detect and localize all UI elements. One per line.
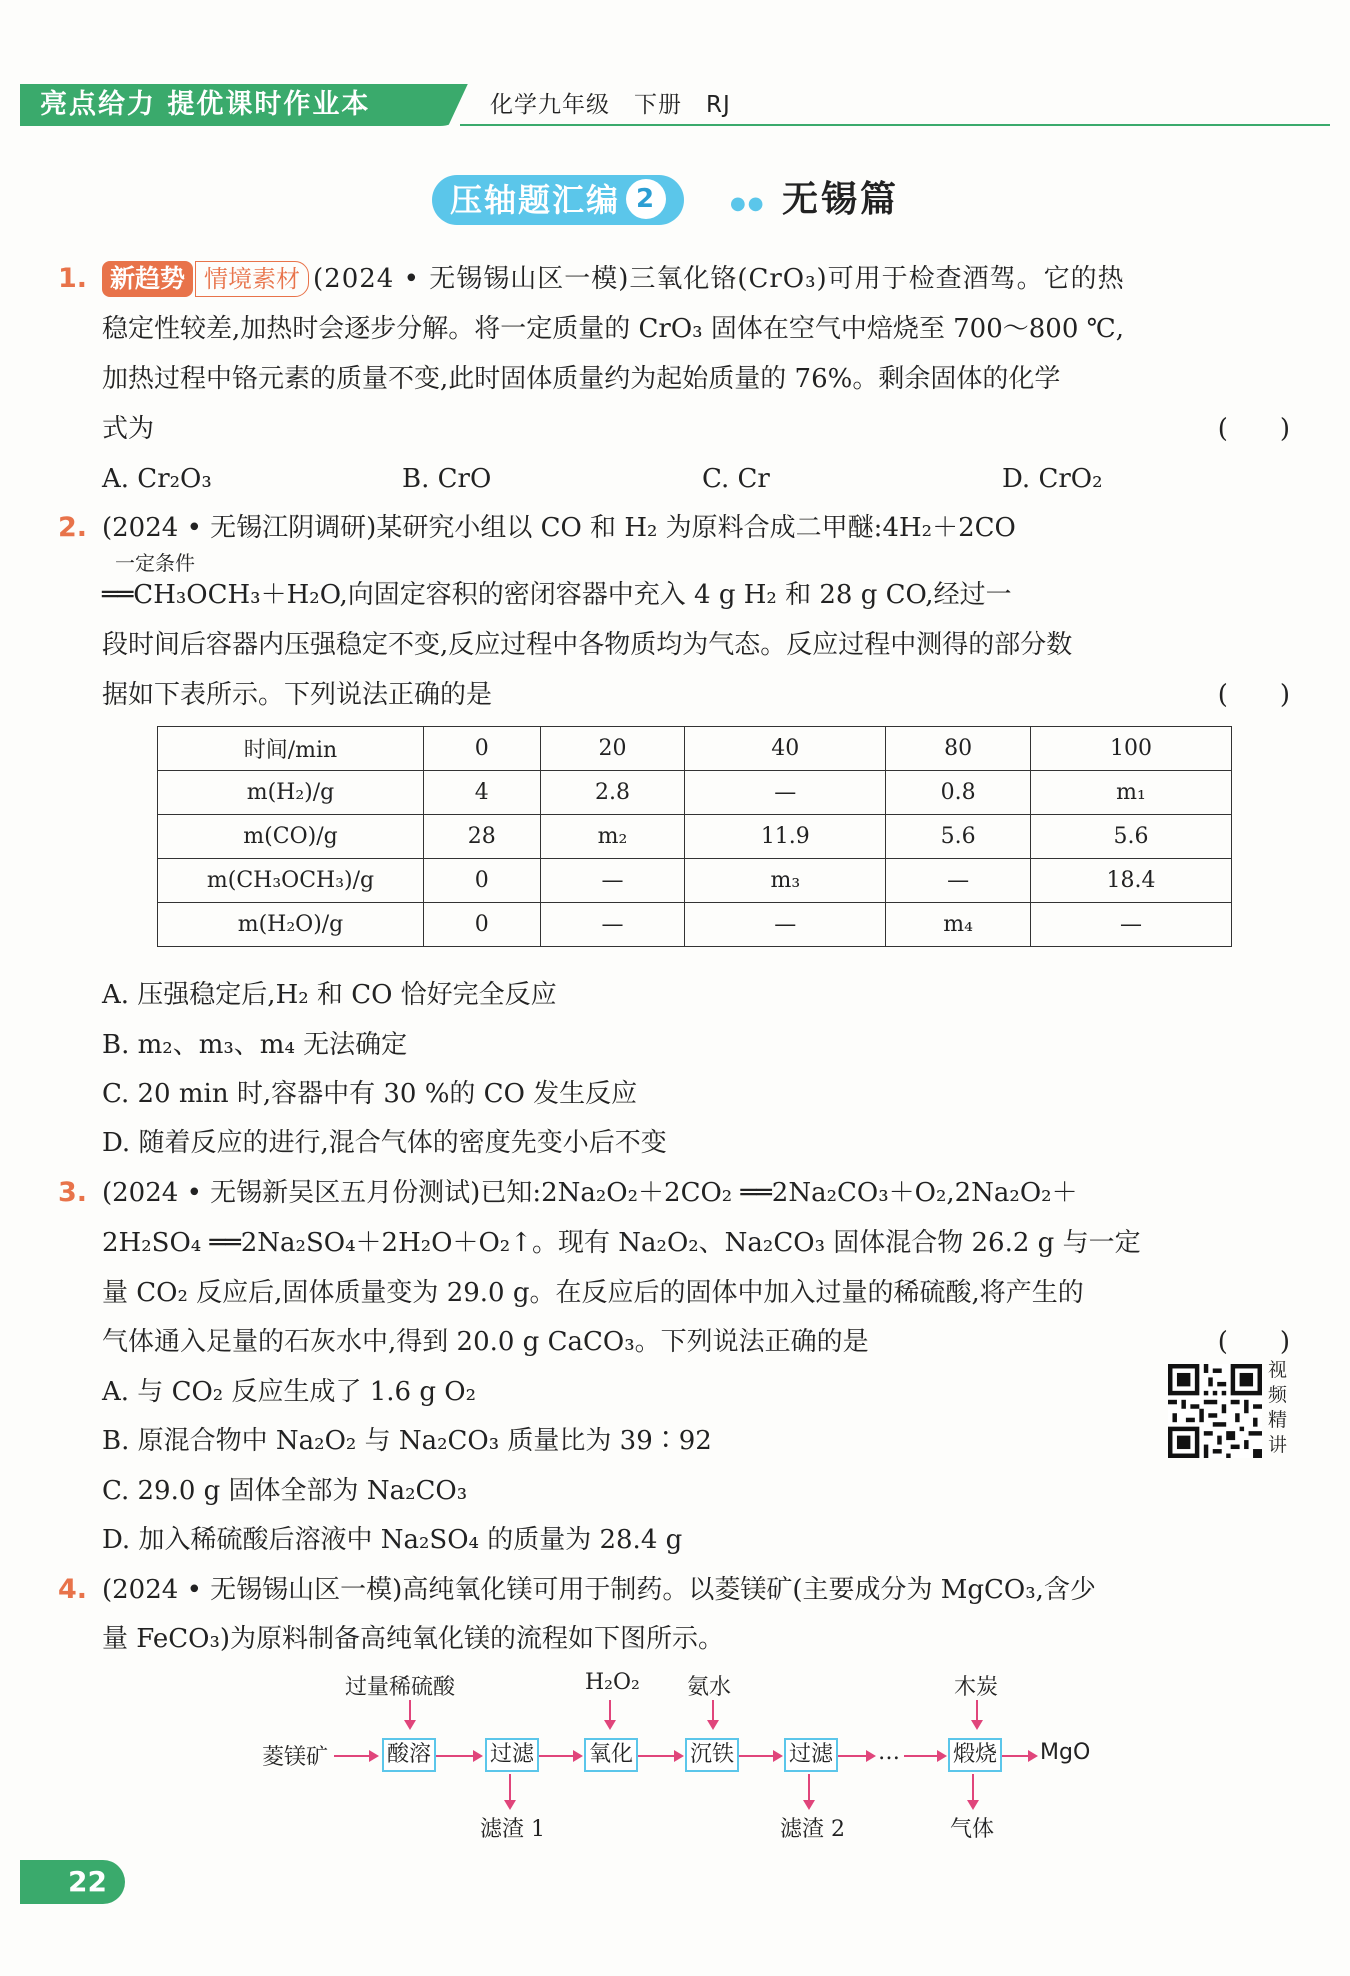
flow-arrow xyxy=(509,1774,511,1808)
flow-step: 过滤 xyxy=(485,1738,539,1772)
question-text: 稳定性较差,加热时会逐步分解。将一定质量的 CrO₃ 固体在空气中焙烧至 700～800 ℃, xyxy=(102,314,1124,344)
option-a: A. 与 CO₂ 反应生成了 1.6 g O₂ xyxy=(102,1377,476,1407)
table-cell: m(H₂O)/g xyxy=(158,903,424,947)
table-row xyxy=(158,727,1232,771)
table-cell: m(CH₃OCH₃)/g xyxy=(158,859,424,903)
flow-ellipsis: … xyxy=(878,1740,900,1765)
option-d: D. 加入稀硫酸后溶液中 Na₂SO₄ 的质量为 28.4 g xyxy=(102,1525,683,1555)
question-text: (2024 • 无锡新吴区五月份测试)已知:2Na₂O₂＋2CO₂ ══2Na₂CO₃＋O₂,2Na₂O₂＋ xyxy=(102,1178,1078,1208)
option-c: C. Cr xyxy=(702,464,770,494)
question-text: 段时间后容器内压强稳定不变,反应过程中各物质均为气态。反应过程中测得的部分数 xyxy=(102,630,1073,660)
question-number: 4. xyxy=(58,1574,88,1605)
table-cell: 28 xyxy=(424,815,541,859)
header-brand: 亮点给力 提优课时作业本 xyxy=(40,89,371,120)
flow-arrow xyxy=(334,1755,377,1757)
table-cell: 4 xyxy=(424,771,541,815)
question-text: 量 FeCO₃)为原料制备高纯氧化镁的流程如下图所示。 xyxy=(102,1624,725,1654)
flow-input-label: 氨水 xyxy=(687,1675,732,1700)
page-number: 22 xyxy=(20,1860,125,1904)
table-cell: 40 xyxy=(685,727,886,771)
answer-bracket: ( ) xyxy=(1217,1327,1290,1357)
header-meta: 化学九年级 下册 RJ xyxy=(490,92,731,118)
table-cell: — xyxy=(886,859,1031,903)
question-number: 3. xyxy=(58,1177,88,1208)
option-c: C. 29.0 g 固体全部为 Na₂CO₃ xyxy=(102,1476,468,1506)
flow-arrow xyxy=(972,1774,974,1808)
option-b: B. CrO xyxy=(402,464,492,494)
option-a: A. Cr₂O₃ xyxy=(102,464,212,494)
table-cell: 0 xyxy=(424,859,541,903)
reaction-condition: 一定条件 xyxy=(115,551,195,575)
table-row xyxy=(158,859,1232,903)
flow-step: 氧化 xyxy=(584,1738,638,1772)
flow-arrow xyxy=(638,1755,682,1757)
table-cell: m₄ xyxy=(886,903,1031,947)
flow-arrow xyxy=(712,1700,714,1728)
flow-arrow xyxy=(976,1700,978,1728)
flow-arrow xyxy=(1002,1755,1036,1757)
table-cell: 0 xyxy=(424,727,541,771)
option-d: D. CrO₂ xyxy=(1002,464,1103,494)
table-cell: 5.6 xyxy=(886,815,1031,859)
flow-step: 过滤 xyxy=(784,1738,838,1772)
question-text: 2H₂SO₄ ══2Na₂SO₄＋2H₂O＋O₂↑。现有 Na₂O₂、Na₂CO₃ 固体混合物 26.2 g 与一定 xyxy=(102,1228,1141,1258)
table-cell: m₁ xyxy=(1031,771,1232,815)
table-row xyxy=(158,903,1232,947)
question-text: 量 CO₂ 反应后,固体质量变为 29.0 g。在反应后的固体中加入过量的稀硫酸,将产生的 xyxy=(102,1278,1084,1308)
table-cell: 0.8 xyxy=(886,771,1031,815)
question-text: (2024 • 无锡锡山区一模)高纯氧化镁可用于制药。以菱镁矿(主要成分为 MgCO₃,含少 xyxy=(102,1575,1096,1605)
flow-arrow xyxy=(904,1755,945,1757)
section-title-pill xyxy=(432,175,684,225)
table-cell: 5.6 xyxy=(1031,815,1232,859)
answer-bracket: ( ) xyxy=(1217,680,1290,710)
flow-arrow xyxy=(808,1774,810,1808)
section-title: 无锡篇 xyxy=(782,179,900,220)
flow-input-label: 过量稀硫酸 xyxy=(345,1675,456,1700)
table-cell: 80 xyxy=(886,727,1031,771)
table-cell: — xyxy=(540,903,685,947)
table-cell: — xyxy=(1031,903,1232,947)
question-number: 2. xyxy=(58,512,88,543)
answer-bracket: ( ) xyxy=(1217,414,1290,444)
option-b: B. 原混合物中 Na₂O₂ 与 Na₂CO₃ 质量比为 39∶92 xyxy=(102,1426,712,1456)
table-cell: 11.9 xyxy=(685,815,886,859)
qr-code-icon[interactable] xyxy=(1168,1364,1262,1458)
option-d: D. 随着反应的进行,混合气体的密度先变小后不变 xyxy=(102,1128,667,1158)
table-cell: 18.4 xyxy=(1031,859,1232,903)
table-cell: m₃ xyxy=(685,859,886,903)
flow-step: 沉铁 xyxy=(685,1738,739,1772)
option-b: B. m₂、m₃、m₄ 无法确定 xyxy=(102,1030,408,1060)
flow-input-label: H₂O₂ xyxy=(585,1670,640,1695)
table-cell: 0 xyxy=(424,903,541,947)
flow-arrow xyxy=(409,1700,411,1728)
table-row xyxy=(158,815,1232,859)
question-text: 式为 xyxy=(102,414,155,444)
table-cell: 时间/min xyxy=(158,727,424,771)
flow-arrow xyxy=(436,1755,481,1757)
section-number-badge: 2 xyxy=(626,179,666,219)
flow-output-label: 滤渣 2 xyxy=(780,1817,845,1842)
question-text: ══CH₃OCH₃＋H₂O,向固定容积的密闭容器中充入 4 g H₂ 和 28 g CO,经过一 xyxy=(102,580,1012,610)
table-cell: 20 xyxy=(540,727,685,771)
question-text: 据如下表所示。下列说法正确的是 xyxy=(102,680,493,710)
table-cell: m(CO)/g xyxy=(158,815,424,859)
question-text: 气体通入足量的石灰水中,得到 20.0 g CaCO₃。下列说法正确的是 xyxy=(102,1327,869,1357)
flow-output-label: 滤渣 1 xyxy=(480,1817,545,1842)
title-dots-decoration: ●● xyxy=(730,193,766,214)
table-cell: — xyxy=(685,903,886,947)
table-row xyxy=(158,771,1232,815)
section-title-label: 压轴题汇编 xyxy=(450,181,621,219)
table-cell: — xyxy=(685,771,886,815)
flow-arrow xyxy=(609,1700,611,1728)
flow-output-label: 气体 xyxy=(950,1817,995,1842)
option-c: C. 20 min 时,容器中有 30 %的 CO 发生反应 xyxy=(102,1079,638,1109)
data-table xyxy=(157,726,1232,947)
flow-arrow xyxy=(539,1755,581,1757)
flow-step: 煅烧 xyxy=(948,1738,1002,1772)
flow-end: MgO xyxy=(1040,1740,1091,1765)
table-cell: — xyxy=(540,859,685,903)
question-text: (2024 • 无锡江阴调研)某研究小组以 CO 和 H₂ 为原料合成二甲醚:4H₂＋2CO xyxy=(102,513,1016,543)
question-1-line-1 xyxy=(102,254,1287,304)
flow-step: 酸溶 xyxy=(382,1738,436,1772)
qr-label: 视频精讲 xyxy=(1268,1359,1288,1456)
tag-context-material: 情境素材 xyxy=(195,261,309,297)
flow-arrow xyxy=(739,1755,781,1757)
option-a: A. 压强稳定后,H₂ 和 CO 恰好完全反应 xyxy=(102,980,557,1010)
question-text: 加热过程中铬元素的质量不变,此时固体质量约为起始质量的 76%。剩余固体的化学 xyxy=(102,364,1061,394)
question-text: (2024 • 无锡锡山区一模)三氧化铬(CrO₃)可用于检查酒驾。它的热 xyxy=(313,264,1125,294)
tag-new-trend: 新趋势 xyxy=(102,261,193,297)
table-cell: m(H₂)/g xyxy=(158,771,424,815)
flow-arrow xyxy=(838,1755,874,1757)
flow-input-label: 木炭 xyxy=(954,1675,999,1700)
question-number: 1. xyxy=(58,263,88,294)
table-cell: m₂ xyxy=(540,815,685,859)
table-cell: 100 xyxy=(1031,727,1232,771)
flow-start: 菱镁矿 xyxy=(262,1745,329,1770)
table-cell: 2.8 xyxy=(540,771,685,815)
